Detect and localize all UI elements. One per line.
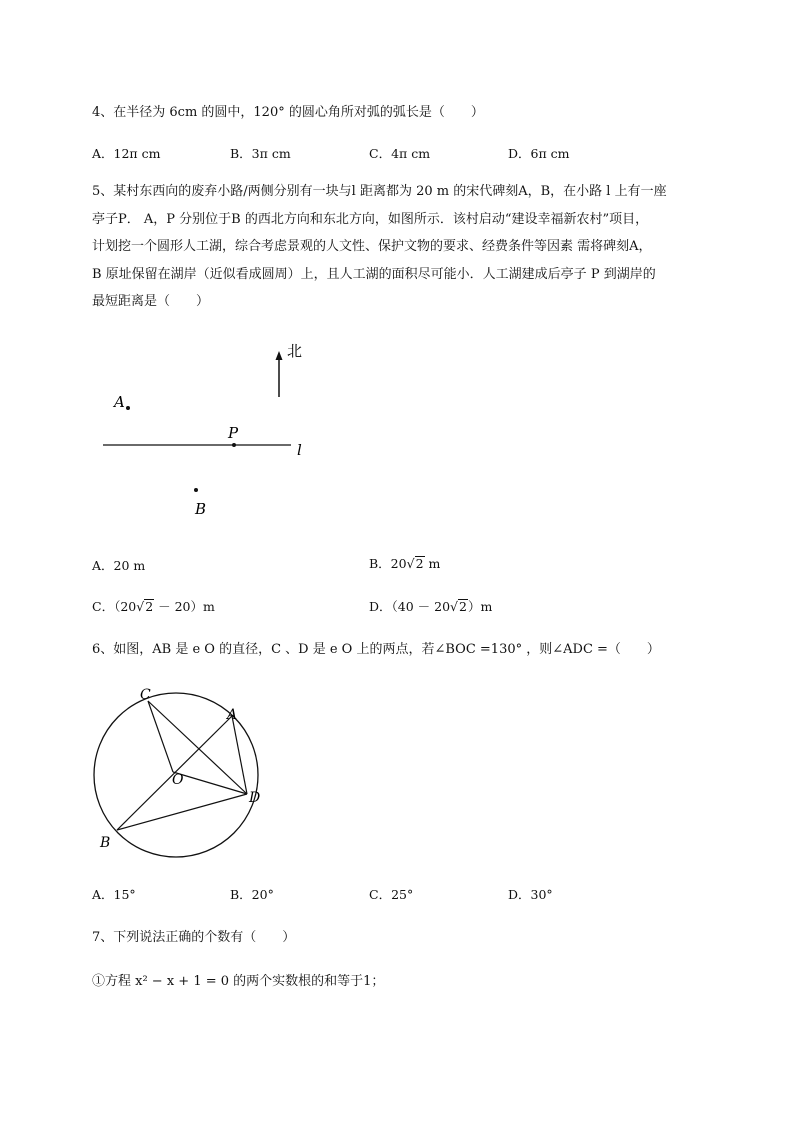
- sqrt-icon: √2: [450, 599, 467, 614]
- q5-line-3: 计划挖一个圆形人工湖，综合考虑景观的人文性、保护文物的要求、经费条件等因素 需将碑刻A，: [92, 239, 652, 254]
- q6-stem: 6、如图，AB 是 e O 的直径，C 、D 是 e O 上的两点，若∠BOC =130° ，则∠ADC =（ ）: [92, 642, 660, 657]
- chord-bd: [117, 794, 247, 830]
- q5-line-2: 亭子P． A，P 分别位于B 的西北方向和东北方向，如图所示．该村启动“建设幸福新农村”项目，: [92, 211, 649, 227]
- label-a: A: [114, 393, 125, 411]
- sqrt-icon: √2: [406, 556, 424, 571]
- sqrt-icon: √2: [136, 599, 154, 614]
- q6-figure: [90, 682, 280, 857]
- q4-option-d: D．6π cm: [508, 146, 570, 161]
- label-c: C: [140, 687, 151, 703]
- q5-option-d: [369, 597, 492, 615]
- q6-option-b: B．20°: [230, 887, 274, 902]
- q5-line-5: 最短距离是（ ）: [92, 294, 210, 309]
- segment-oc: [148, 701, 173, 772]
- label-a: A: [227, 707, 238, 723]
- label-o: O: [172, 772, 184, 788]
- q5-option-c: [92, 597, 215, 615]
- label-p: P: [228, 424, 239, 442]
- q5-figure: [95, 335, 325, 525]
- label-b: B: [195, 500, 207, 518]
- q4-option-b: B．3π cm: [230, 146, 291, 161]
- q5-option-b-unit: m: [424, 556, 441, 571]
- q5-option-d-radicand: 2: [459, 599, 467, 614]
- point-a: [126, 406, 130, 410]
- q4-option-c: C．4π cm: [369, 146, 431, 161]
- q6-option-d: D．30°: [508, 887, 553, 902]
- q5-option-c-radicand: 2: [145, 599, 154, 614]
- q5-line-1: 5、某村东西向的废弃小路/两侧分别有一块与l 距离都为 20 m 的宋代碑刻A，B，在小路 l 上有一座: [92, 184, 667, 199]
- q5-option-c-prefix: C．（20: [92, 599, 137, 614]
- q6-option-c: C．25°: [369, 887, 414, 902]
- q5-stem: [92, 178, 740, 316]
- q5-option-d-prefix: D．（40 － 20: [369, 599, 451, 614]
- q5-option-d-suffix: ）m: [467, 599, 493, 614]
- label-d: D: [249, 790, 261, 806]
- north-label: 北: [287, 342, 303, 360]
- q5-option-a: A．20 m: [92, 558, 146, 573]
- label-b: B: [100, 835, 111, 851]
- q7-item-1: ①方程 x² − x + 1 = 0 的两个实数根的和等于1；: [92, 974, 385, 989]
- q5-line-4: B 原址保留在湖岸（近似看成圆周）上，且人工湖的面积尽可能小．人工湖建成后亭子 P 到湖岸的: [92, 266, 656, 282]
- q4-stem: 4、在半径为 6cm 的圆中，120° 的圆心角所对弧的弧长是（ ）: [92, 105, 484, 120]
- q5-option-b-radicand: 2: [415, 556, 424, 571]
- north-arrow-head: [276, 351, 283, 360]
- q6-option-a: A．15°: [92, 887, 136, 902]
- point-p: [232, 443, 236, 447]
- point-b: [194, 488, 198, 492]
- label-l: l: [297, 441, 302, 459]
- q4-option-a: A．12π cm: [92, 146, 161, 161]
- q5-option-c-suffix: － 20）m: [154, 599, 215, 614]
- q5-option-b: [369, 554, 440, 572]
- q5-option-b-prefix: B．20: [369, 556, 407, 571]
- q7-stem: 7、下列说法正确的个数有（ ）: [92, 930, 296, 945]
